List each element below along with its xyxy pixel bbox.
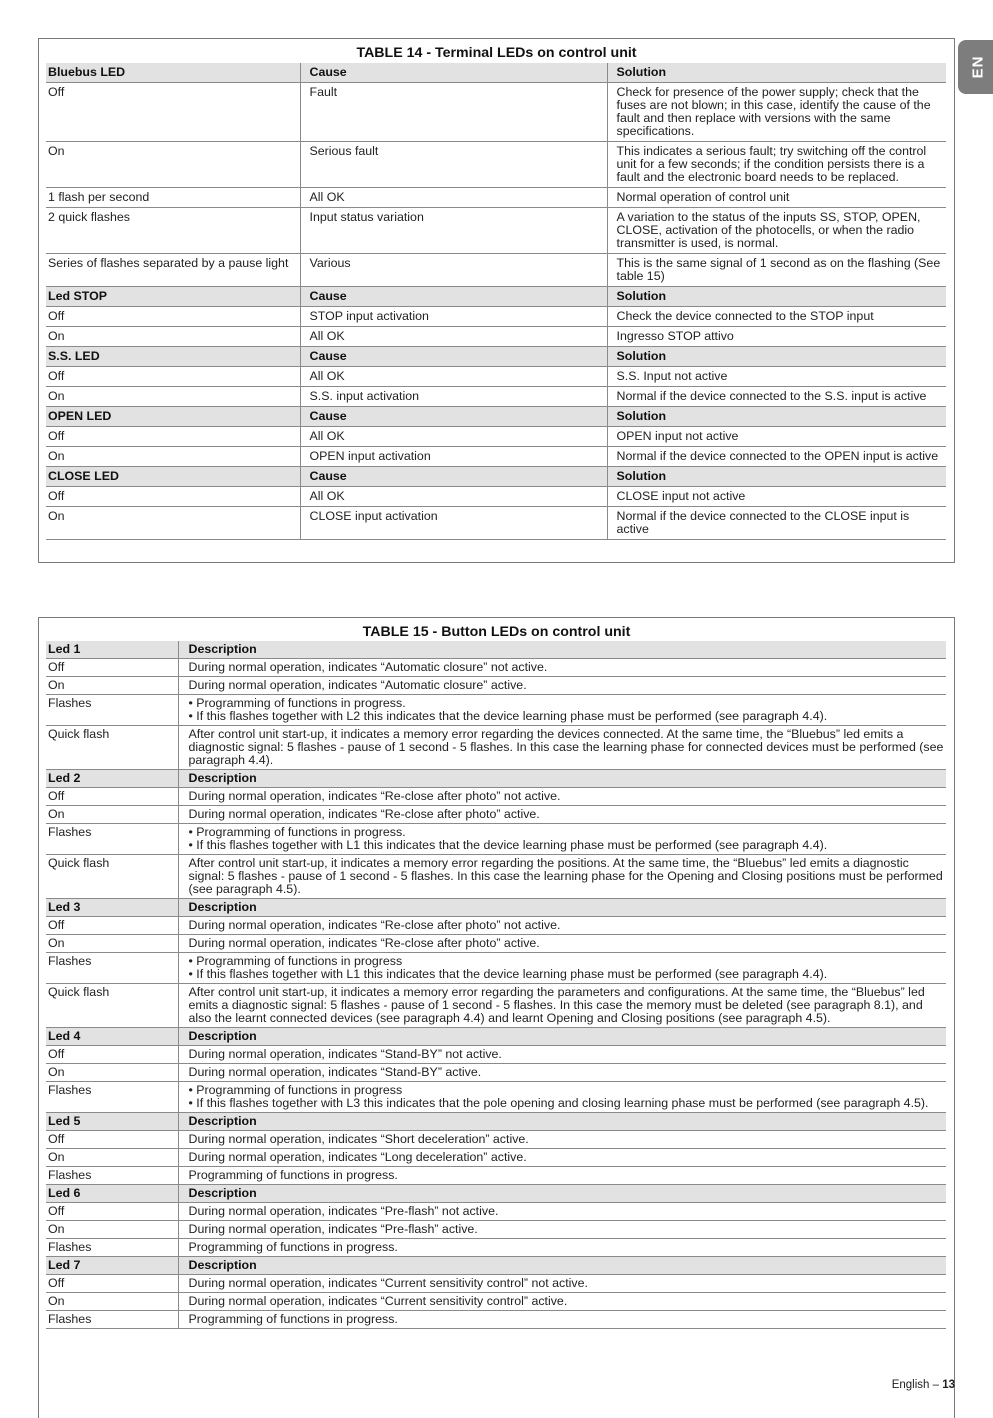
column-header: Cause xyxy=(300,467,607,487)
led-state-cell: Off xyxy=(46,788,178,806)
table-row xyxy=(46,1064,946,1082)
led-state-cell: On xyxy=(46,387,300,407)
table-header-row xyxy=(46,467,946,487)
description-cell xyxy=(178,695,946,726)
description-line: During normal operation, indicates “Re-close after photo” not active. xyxy=(188,789,561,803)
solution-cell: Check for presence of the power supply; check that the fuses are not blown; in this case, identify the cause of the fault and then replace with versions with the same specifications. xyxy=(607,83,946,142)
table-header-row xyxy=(46,287,946,307)
description-cell xyxy=(178,788,946,806)
led-state-cell: Flashes xyxy=(46,824,178,855)
description-cell xyxy=(178,726,946,770)
description-line: During normal operation, indicates “Stand-BY” not active. xyxy=(188,1047,502,1061)
solution-cell: OPEN input not active xyxy=(607,427,946,447)
table-row xyxy=(46,677,946,695)
table-header-row xyxy=(46,1028,946,1046)
description-cell xyxy=(178,935,946,953)
description-line: During normal operation, indicates “Pre-flash” not active. xyxy=(188,1204,499,1218)
table-row xyxy=(46,387,946,407)
solution-cell: A variation to the status of the inputs SS, STOP, OPEN, CLOSE, activation of the photocells, or when the radio transmitter is used, is normal. xyxy=(607,208,946,254)
column-header: Led 3 xyxy=(46,899,178,917)
led-state-cell: Series of flashes separated by a pause light xyxy=(46,254,300,287)
column-header: Description xyxy=(178,1185,946,1203)
table-14 xyxy=(46,63,946,540)
page-footer xyxy=(892,1379,955,1392)
led-state-cell: On xyxy=(46,1149,178,1167)
column-header: Cause xyxy=(300,287,607,307)
cause-cell: Input status variation xyxy=(300,208,607,254)
table-row xyxy=(46,1311,946,1329)
table-row xyxy=(46,917,946,935)
table-row xyxy=(46,1167,946,1185)
led-state-cell: 1 flash per second xyxy=(46,188,300,208)
led-state-cell: Off xyxy=(46,427,300,447)
column-header: Bluebus LED xyxy=(46,63,300,83)
solution-cell: Normal if the device connected to the CLOSE input is active xyxy=(607,507,946,540)
table-row xyxy=(46,806,946,824)
table-header-row xyxy=(46,1113,946,1131)
description-line: • If this flashes together with L1 this indicates that the device learning phase must be performed (see paragraph 4.4). xyxy=(188,838,828,852)
description-line: • Programming of functions in progress xyxy=(188,954,403,968)
description-line: During normal operation, indicates “Current sensitivity control” active. xyxy=(188,1294,568,1308)
led-state-cell: Off xyxy=(46,917,178,935)
description-cell xyxy=(178,1082,946,1113)
table-15 xyxy=(46,641,946,1329)
table-row xyxy=(46,327,946,347)
cause-cell: All OK xyxy=(300,367,607,387)
led-state-cell: Flashes xyxy=(46,1082,178,1113)
solution-cell: This is the same signal of 1 second as on the flashing (See table 15) xyxy=(607,254,946,287)
column-header: Solution xyxy=(607,407,946,427)
led-state-cell: Flashes xyxy=(46,1167,178,1185)
led-state-cell: On xyxy=(46,507,300,540)
led-state-cell: On xyxy=(46,677,178,695)
table-row xyxy=(46,254,946,287)
table-row xyxy=(46,659,946,677)
table-row xyxy=(46,1082,946,1113)
cause-cell: Fault xyxy=(300,83,607,142)
table-row xyxy=(46,427,946,447)
table-15-title: TABLE 15 - Button LEDs on control unit xyxy=(362,624,631,640)
solution-cell: Normal if the device connected to the S.S. input is active xyxy=(607,387,946,407)
led-state-cell: On xyxy=(46,447,300,467)
led-state-cell: On xyxy=(46,1064,178,1082)
description-line: • Programming of functions in progress xyxy=(188,1083,403,1097)
description-cell xyxy=(178,824,946,855)
table-14-box xyxy=(38,38,955,563)
table-row xyxy=(46,208,946,254)
description-cell xyxy=(178,806,946,824)
description-line: Programming of functions in progress. xyxy=(188,1312,398,1326)
column-header: Cause xyxy=(300,347,607,367)
column-header: Cause xyxy=(300,63,607,83)
led-state-cell: On xyxy=(46,327,300,347)
description-line: Programming of functions in progress. xyxy=(188,1168,398,1182)
description-line: During normal operation, indicates “Short deceleration” active. xyxy=(188,1132,529,1146)
column-header: Led STOP xyxy=(46,287,300,307)
description-line: • Programming of functions in progress. xyxy=(188,825,406,839)
led-state-cell: On xyxy=(46,142,300,188)
description-line: After control unit start-up, it indicates a memory error regarding the parameters and configurations. At the same time, the “Bluebus” led emits a diagnostic signal: 5 flashes - pause of 1 second - 5 flashes. In this case the memory must be deleted (see paragraph 8.1), and also the learnt connected devices (see paragraph 4.4) and learnt Opening and Closing positions (see paragraph 4.5). xyxy=(188,985,925,1025)
description-line: • If this flashes together with L1 this indicates that the device learning phase must be performed (see paragraph 4.4). xyxy=(188,967,828,981)
solution-cell: This indicates a serious fault; try switching off the control unit for a few seconds; if the condition persists there is a fault and the electronic board needs to be replaced. xyxy=(607,142,946,188)
column-header: Description xyxy=(178,899,946,917)
table-header-row xyxy=(46,407,946,427)
column-header: Led 6 xyxy=(46,1185,178,1203)
description-line: • If this flashes together with L3 this indicates that the pole opening and closing learning phase must be performed (see paragraph 4.5). xyxy=(188,1096,929,1110)
description-line: During normal operation, indicates “Automatic closure” not active. xyxy=(188,660,548,674)
description-cell xyxy=(178,659,946,677)
cause-cell: Serious fault xyxy=(300,142,607,188)
led-state-cell: Quick flash xyxy=(46,855,178,899)
description-cell xyxy=(178,1311,946,1329)
solution-cell: Normal operation of control unit xyxy=(607,188,946,208)
table-row xyxy=(46,1221,946,1239)
table-row xyxy=(46,188,946,208)
table-header-row xyxy=(46,770,946,788)
solution-cell: Normal if the device connected to the OPEN input is active xyxy=(607,447,946,467)
led-state-cell: 2 quick flashes xyxy=(46,208,300,254)
led-state-cell: Off xyxy=(46,83,300,142)
table-row xyxy=(46,1131,946,1149)
description-cell xyxy=(178,1275,946,1293)
led-state-cell: Flashes xyxy=(46,1311,178,1329)
description-cell xyxy=(178,1064,946,1082)
column-header: Description xyxy=(178,770,946,788)
column-header: Description xyxy=(178,1257,946,1275)
column-header: Solution xyxy=(607,467,946,487)
table-15-box xyxy=(38,617,955,1418)
led-state-cell: Off xyxy=(46,1131,178,1149)
table-row xyxy=(46,1293,946,1311)
description-line: After control unit start-up, it indicates a memory error regarding the devices connected. At the same time, the “Bluebus” led emits a diagnostic signal: 5 flashes - pause of 1 second - 5 flashes. In this case the learning phase for connected devices must be performed (see paragraph 4.4). xyxy=(188,727,944,767)
cause-cell: All OK xyxy=(300,427,607,447)
column-header: OPEN LED xyxy=(46,407,300,427)
led-state-cell: Off xyxy=(46,487,300,507)
led-state-cell: Off xyxy=(46,659,178,677)
description-line: • If this flashes together with L2 this indicates that the device learning phase must be performed (see paragraph 4.4). xyxy=(188,709,828,723)
description-cell xyxy=(178,1167,946,1185)
cause-cell: Various xyxy=(300,254,607,287)
column-header: CLOSE LED xyxy=(46,467,300,487)
led-state-cell: Quick flash xyxy=(46,726,178,770)
cause-cell: CLOSE input activation xyxy=(300,507,607,540)
description-line: During normal operation, indicates “Re-close after photo” active. xyxy=(188,807,540,821)
column-header: Led 2 xyxy=(46,770,178,788)
description-cell xyxy=(178,1131,946,1149)
table-header-row xyxy=(46,347,946,367)
led-state-cell: Off xyxy=(46,1046,178,1064)
description-cell xyxy=(178,917,946,935)
description-cell xyxy=(178,855,946,899)
description-cell xyxy=(178,1046,946,1064)
description-line: During normal operation, indicates “Current sensitivity control” not active. xyxy=(188,1276,588,1290)
solution-cell: Check the device connected to the STOP input xyxy=(607,307,946,327)
table-row xyxy=(46,935,946,953)
table-row xyxy=(46,507,946,540)
description-cell xyxy=(178,1203,946,1221)
led-state-cell: Quick flash xyxy=(46,984,178,1028)
led-state-cell: Off xyxy=(46,1203,178,1221)
led-state-cell: Off xyxy=(46,367,300,387)
cause-cell: All OK xyxy=(300,327,607,347)
page-number: 13 xyxy=(942,1379,955,1391)
table-row xyxy=(46,83,946,142)
cause-cell: All OK xyxy=(300,487,607,507)
description-cell xyxy=(178,953,946,984)
table-header-row xyxy=(46,1185,946,1203)
description-line: • Programming of functions in progress. xyxy=(188,696,406,710)
table-row xyxy=(46,1203,946,1221)
solution-cell: CLOSE input not active xyxy=(607,487,946,507)
column-header: Solution xyxy=(607,63,946,83)
column-header: Solution xyxy=(607,347,946,367)
led-state-cell: Flashes xyxy=(46,695,178,726)
table-row xyxy=(46,695,946,726)
table-row xyxy=(46,1275,946,1293)
table-row xyxy=(46,307,946,327)
column-header: Description xyxy=(178,1028,946,1046)
led-state-cell: Off xyxy=(46,307,300,327)
description-line: During normal operation, indicates “Re-close after photo” active. xyxy=(188,936,540,950)
table-row xyxy=(46,788,946,806)
table-row xyxy=(46,447,946,467)
description-line: After control unit start-up, it indicates a memory error regarding the positions. At the same time, the “Bluebus” led emits a diagnostic signal: 5 flashes - pause of 1 second - 5 flashes. In this case the learning phase for the Opening and Closing positions must be performed (see paragraph 4.5). xyxy=(188,856,943,896)
column-header: Solution xyxy=(607,287,946,307)
table-header-row xyxy=(46,63,946,83)
cause-cell: S.S. input activation xyxy=(300,387,607,407)
table-row xyxy=(46,367,946,387)
description-cell xyxy=(178,1293,946,1311)
table-row xyxy=(46,487,946,507)
description-cell xyxy=(178,1239,946,1257)
description-cell xyxy=(178,677,946,695)
cause-cell: All OK xyxy=(300,188,607,208)
column-header: Cause xyxy=(300,407,607,427)
description-line: During normal operation, indicates “Long deceleration” active. xyxy=(188,1150,527,1164)
led-state-cell: On xyxy=(46,1221,178,1239)
description-cell xyxy=(178,1221,946,1239)
language-tab[interactable] xyxy=(958,40,993,94)
description-cell xyxy=(178,1149,946,1167)
table-header-row xyxy=(46,1257,946,1275)
table-row xyxy=(46,1149,946,1167)
description-line: Programming of functions in progress. xyxy=(188,1240,398,1254)
led-state-cell: On xyxy=(46,1293,178,1311)
column-header: Led 7 xyxy=(46,1257,178,1275)
table-row xyxy=(46,824,946,855)
table-row xyxy=(46,953,946,984)
language-tab-label: EN xyxy=(969,55,987,79)
solution-cell: Ingresso STOP attivo xyxy=(607,327,946,347)
table-row xyxy=(46,142,946,188)
description-line: During normal operation, indicates “Automatic closure” active. xyxy=(188,678,527,692)
cause-cell: OPEN input activation xyxy=(300,447,607,467)
led-state-cell: On xyxy=(46,935,178,953)
table-14-title: TABLE 14 - Terminal LEDs on control unit xyxy=(356,45,637,61)
description-line: During normal operation, indicates “Re-close after photo” not active. xyxy=(188,918,561,932)
table-row xyxy=(46,984,946,1028)
table-header-row xyxy=(46,641,946,659)
column-header: Led 5 xyxy=(46,1113,178,1131)
led-state-cell: Flashes xyxy=(46,1239,178,1257)
table-row xyxy=(46,726,946,770)
column-header: Led 4 xyxy=(46,1028,178,1046)
table-row xyxy=(46,1239,946,1257)
table-header-row xyxy=(46,899,946,917)
solution-cell: S.S. Input not active xyxy=(607,367,946,387)
table-row xyxy=(46,1046,946,1064)
table-row xyxy=(46,855,946,899)
column-header: Description xyxy=(178,641,946,659)
column-header: Led 1 xyxy=(46,641,178,659)
column-header: Description xyxy=(178,1113,946,1131)
led-state-cell: Flashes xyxy=(46,953,178,984)
description-line: During normal operation, indicates “Stand-BY” active. xyxy=(188,1065,482,1079)
led-state-cell: On xyxy=(46,806,178,824)
led-state-cell: Off xyxy=(46,1275,178,1293)
description-line: During normal operation, indicates “Pre-flash” active. xyxy=(188,1222,478,1236)
footer-language: English – xyxy=(891,1379,939,1391)
column-header: S.S. LED xyxy=(46,347,300,367)
cause-cell: STOP input activation xyxy=(300,307,607,327)
description-cell xyxy=(178,984,946,1028)
